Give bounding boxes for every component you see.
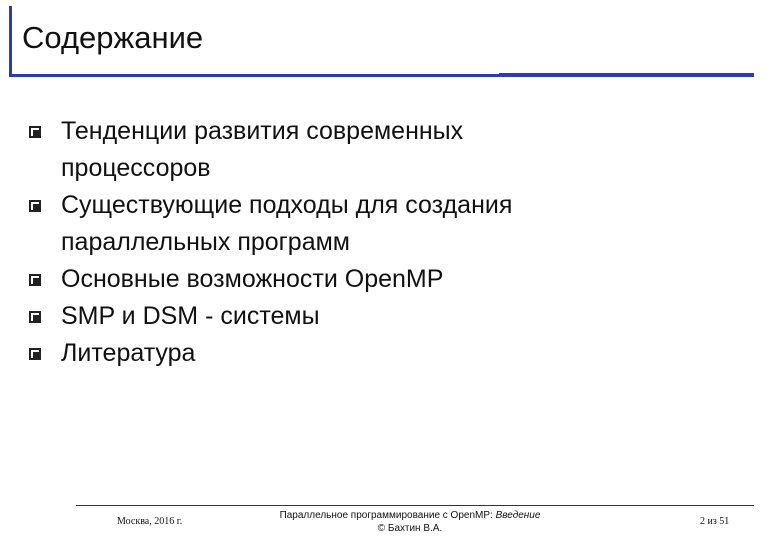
bullet-text-line: Существующие подходы для создания [61, 191, 513, 219]
bullet-text-line: Тенденции развития современных [61, 117, 464, 145]
bullet-text-line: параллельных программ [61, 228, 350, 256]
bullet-text-line: Основные возможности OpenMP [61, 265, 444, 293]
bullet-text-line: SMP и DSM - системы [61, 302, 320, 330]
checkbox-bullet-icon [29, 200, 41, 212]
checkbox-bullet-icon [29, 274, 41, 286]
bullet-item [24, 113, 724, 187]
footer-location-date: Москва, 2016 г. [117, 516, 183, 527]
footer-divider [76, 505, 754, 506]
title-accent-underline-right [499, 73, 754, 77]
footer-author: © Бахтин В.А. [377, 523, 443, 534]
footer-course-line [250, 509, 570, 522]
footer-course-title [250, 509, 570, 535]
footer-course-topic: Введение [495, 510, 541, 521]
checkbox-bullet-icon [29, 126, 41, 138]
bullet-list [24, 113, 724, 372]
checkbox-bullet-icon [29, 348, 41, 360]
checkbox-bullet-icon [29, 311, 41, 323]
bullet-text-line: Литература [61, 339, 196, 367]
footer-page-number: 2 из 51 [700, 516, 730, 527]
title-accent-bar-left [9, 6, 12, 77]
footer-course-main: Параллельное программирование с OpenMP: [279, 510, 496, 521]
title-accent-underline [9, 74, 499, 77]
bullet-text-line: процессоров [61, 154, 211, 182]
bullet-item [24, 261, 724, 298]
slide-title: Содержание [22, 20, 204, 55]
bullet-item [24, 335, 724, 372]
bullet-item [24, 187, 724, 261]
bullet-item [24, 298, 724, 335]
